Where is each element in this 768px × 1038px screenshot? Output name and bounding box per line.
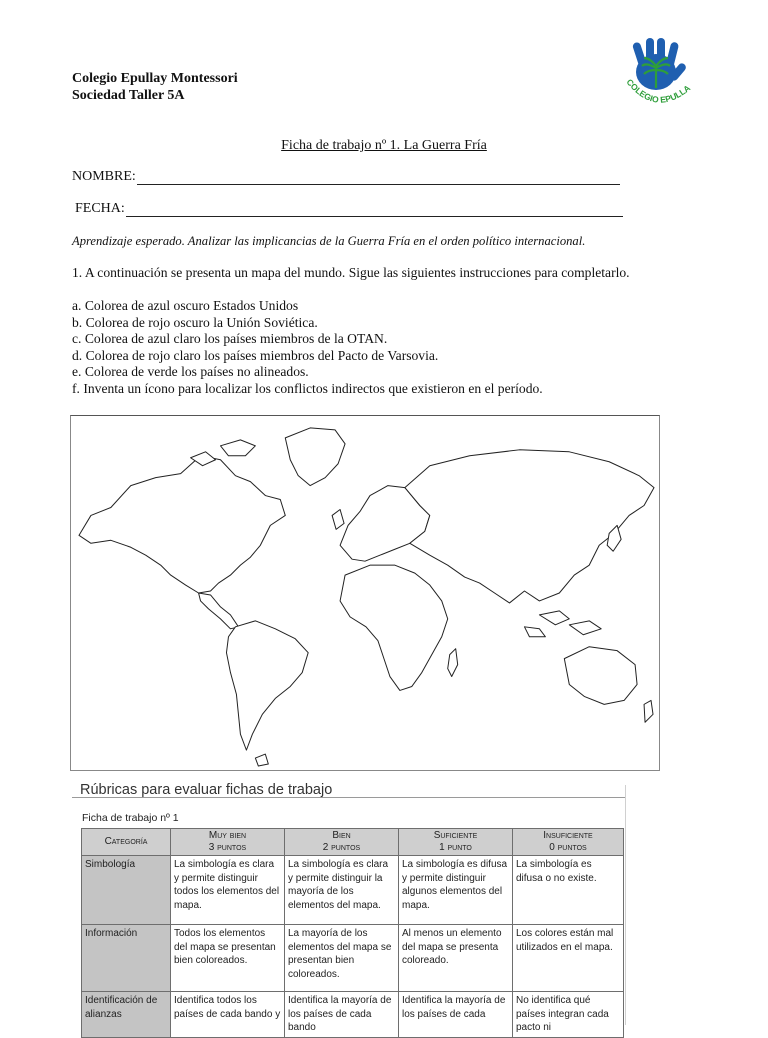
- rubric-title: Rúbricas para evaluar fichas de trabajo: [80, 782, 333, 798]
- school-course: Sociedad Taller 5A: [72, 88, 185, 103]
- table-cell: La simbología es clara y permite distinguir la mayoría de los elementos del mapa.: [285, 856, 399, 925]
- rubric-divider: [72, 797, 625, 798]
- step-a: a. Colorea de azul oscuro Estados Unidos: [72, 298, 299, 313]
- header-insuficiente: [513, 829, 624, 856]
- table-cell: Todos los elementos del mapa se presentan bien coloreados.: [171, 925, 285, 992]
- map-africa: [340, 565, 448, 690]
- header-suficiente: [399, 829, 513, 856]
- table-row: [82, 925, 624, 992]
- date-line[interactable]: [126, 202, 623, 217]
- step-b: b. Colorea de rojo oscuro la Unión Soviética.: [72, 314, 318, 330]
- name-field[interactable]: [72, 169, 620, 185]
- table-cell: La simbología es clara y permite distinguir todos los elementos del mapa.: [171, 856, 285, 925]
- map-south-america: [226, 621, 308, 750]
- table-cell: La simbología es difusa y permite distinguir algunos elementos del mapa.: [399, 856, 513, 925]
- table-row: [82, 992, 624, 1038]
- step-e: e. Colorea de verde los países no alineados.: [72, 364, 309, 380]
- header-muy-bien: [171, 829, 285, 856]
- school-name: Colegio Epullay Montessori: [72, 71, 238, 86]
- table-row: [82, 856, 624, 925]
- steps-list: [72, 298, 543, 398]
- map-north-america: [79, 456, 285, 593]
- header-points: 0 puntos: [549, 842, 587, 853]
- table-cell: Identifica todos los países de cada bando y: [171, 992, 285, 1038]
- name-label: NOMBRE:: [72, 169, 136, 184]
- name-line[interactable]: [137, 170, 620, 185]
- header-label: Bien: [332, 830, 351, 841]
- map-australia: [564, 647, 637, 705]
- worksheet-title-text: Ficha de trabajo nº 1. La Guerra Fría: [281, 138, 487, 153]
- table-cell: No identifica qué países integran cada pacto ni: [513, 992, 624, 1038]
- rubric-header-row: [82, 829, 624, 856]
- date-label: FECHA:: [75, 201, 125, 216]
- header-points: 2 puntos: [322, 842, 361, 853]
- row-category: Simbología: [82, 856, 171, 925]
- step-c: c. Colorea de azul claro los países miembros de la OTAN.: [72, 331, 388, 347]
- header-label: Insuficiente: [543, 830, 593, 841]
- learning-goal: Aprendizaje esperado. Analizar las implicancias de la Guerra Fría en el orden político internacional.: [72, 234, 586, 248]
- school-header: [72, 70, 238, 104]
- row-category: Identificación de alianzas: [82, 992, 171, 1038]
- table-cell: Al menos un elemento del mapa se presenta coloreado.: [399, 925, 513, 992]
- date-field[interactable]: [75, 201, 623, 217]
- header-label: Suficiente: [433, 830, 478, 841]
- school-logo: [612, 36, 702, 114]
- table-cell: La mayoría de los elementos del mapa se presentan bien coloreados.: [285, 925, 399, 992]
- header-category: [82, 829, 171, 856]
- header-category-label: Categoría: [104, 836, 148, 847]
- instruction: 1. A continuación se presenta un mapa del mundo. Sigue las siguientes instrucciones para completarlo.: [72, 265, 630, 280]
- step-d: d. Colorea de rojo claro los países miembros del Pacto de Varsovia.: [72, 347, 439, 363]
- rubric-table: [81, 828, 624, 1038]
- map-central-america: [199, 593, 239, 629]
- table-cell: Identifica la mayoría de los países de cada bando: [285, 992, 399, 1038]
- table-cell: La simbología es difusa o no existe.: [513, 856, 624, 925]
- table-cell: Los colores están mal utilizados en el mapa.: [513, 925, 624, 992]
- header-label: Muy bien: [208, 830, 247, 841]
- step-f: f. Inventa un ícono para localizar los conflictos indirectos que existieron en el período.: [72, 380, 543, 396]
- header-bien: [285, 829, 399, 856]
- world-map: [70, 415, 660, 771]
- map-greenland: [285, 428, 345, 486]
- logo-text: COLEGIO EPULLA: [624, 76, 692, 105]
- row-category: Información: [82, 925, 171, 992]
- worksheet-title: [0, 138, 768, 154]
- rubric-border: [625, 785, 626, 1025]
- header-points: 1 punto: [439, 842, 472, 853]
- table-cell: Identifica la mayoría de los países de cada: [399, 992, 513, 1038]
- rubric-subtitle: Ficha de trabajo nº 1: [82, 812, 179, 824]
- header-points: 3 puntos: [208, 842, 247, 853]
